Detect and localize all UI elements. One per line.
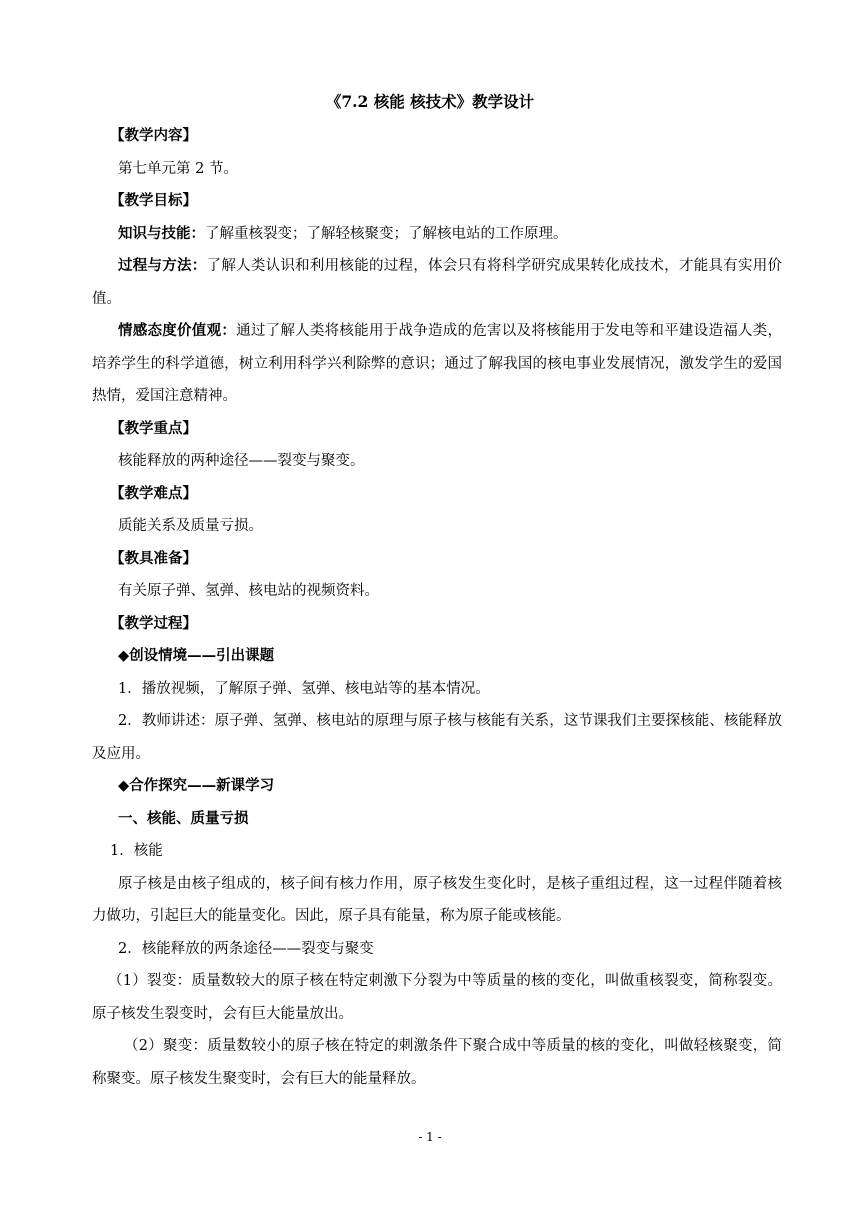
key-text: 核能释放的两种途径——裂变与聚变。 (118, 453, 365, 469)
fission-text: （1）裂变：质量数较大的原子核在特定刺激下分裂为中等质量的核的变化，叫做重核裂变，简称裂变。原子核发生裂变时，会有巨大能量放出。 (92, 973, 782, 1022)
document-body (92, 120, 782, 1095)
goal-process (92, 250, 782, 315)
scene-item-1: 1．播放视频，了解原子弹、氢弹、核电站等的基本情况。 (118, 680, 490, 697)
content-heading: 【教学内容】 (110, 127, 197, 144)
goal-emotion-label: 情感态度价值观： (118, 322, 237, 339)
difficulty-text: 质能关系及质量亏损。 (118, 518, 263, 534)
goal-knowledge (92, 218, 782, 251)
goal-heading: 【教学目标】 (110, 192, 197, 209)
scene-heading: ◆创设情境——引出课题 (118, 647, 275, 664)
scene-item-2: 2．教师讲述：原子弹、氢弹、核电站的原理与原子核与核能有关系，这节课我们主要探核能、核能释放及应用。 (92, 713, 782, 762)
key-heading: 【教学重点】 (110, 419, 197, 437)
goal-knowledge-text: 了解重核裂变；了解轻核聚变；了解核电站的工作原理。 (205, 225, 568, 242)
fusion-text: （2）聚变：质量数较小的原子核在特定的刺激条件下聚合成中等质量的核的变化，叫做轻核聚变，简称聚变。原子核发生聚变时，会有巨大的能量释放。 (92, 1038, 782, 1087)
tools-text: 有关原子弹、氢弹、核电站的视频资料。 (118, 583, 379, 599)
explore-heading: ◆合作探究——新课学习 (118, 777, 275, 794)
difficulty-heading: 【教学难点】 (110, 484, 197, 502)
process-heading: 【教学过程】 (110, 614, 197, 632)
part1-heading: 一、核能、质量亏损 (118, 809, 249, 827)
goal-knowledge-label: 知识与技能： (118, 224, 205, 242)
document-title: 《7.2 核能 核技术》教学设计 (325, 92, 535, 111)
part1-sub2: 2．核能释放的两条途径——裂变与聚变 (118, 940, 374, 957)
goal-process-text: 了解人类认识和利用核能的过程，体会只有将科学研究成果转化成技术，才能具有实用价值。 (92, 258, 783, 307)
content-text: 第七单元第 2 节。 (118, 160, 238, 177)
goal-emotion-text: 通过了解人类将核能用于战争造成的危害以及将核能用于发电等和平建设造福人类，培养学生的科学道德，树立利用科学兴利除弊的意识；通过了解我国的核电事业发展情况，激发学生的爱国热情，爱国注意精神。 (92, 323, 782, 404)
goal-emotion (92, 315, 782, 413)
part1-sub1: 1．核能 (110, 843, 163, 859)
tools-heading: 【教具准备】 (110, 549, 197, 567)
goal-process-label: 过程与方法： (118, 257, 207, 274)
page-number: - 1 - (418, 1130, 442, 1144)
part1-sub1-text: 原子核是由核子组成的，核子间有核力作用，原子核发生变化时，是核子重组过程，这一过程伴随着核力做功，引起巨大的能量变化。因此，原子具有能量，称为原子能或核能。 (92, 875, 782, 924)
